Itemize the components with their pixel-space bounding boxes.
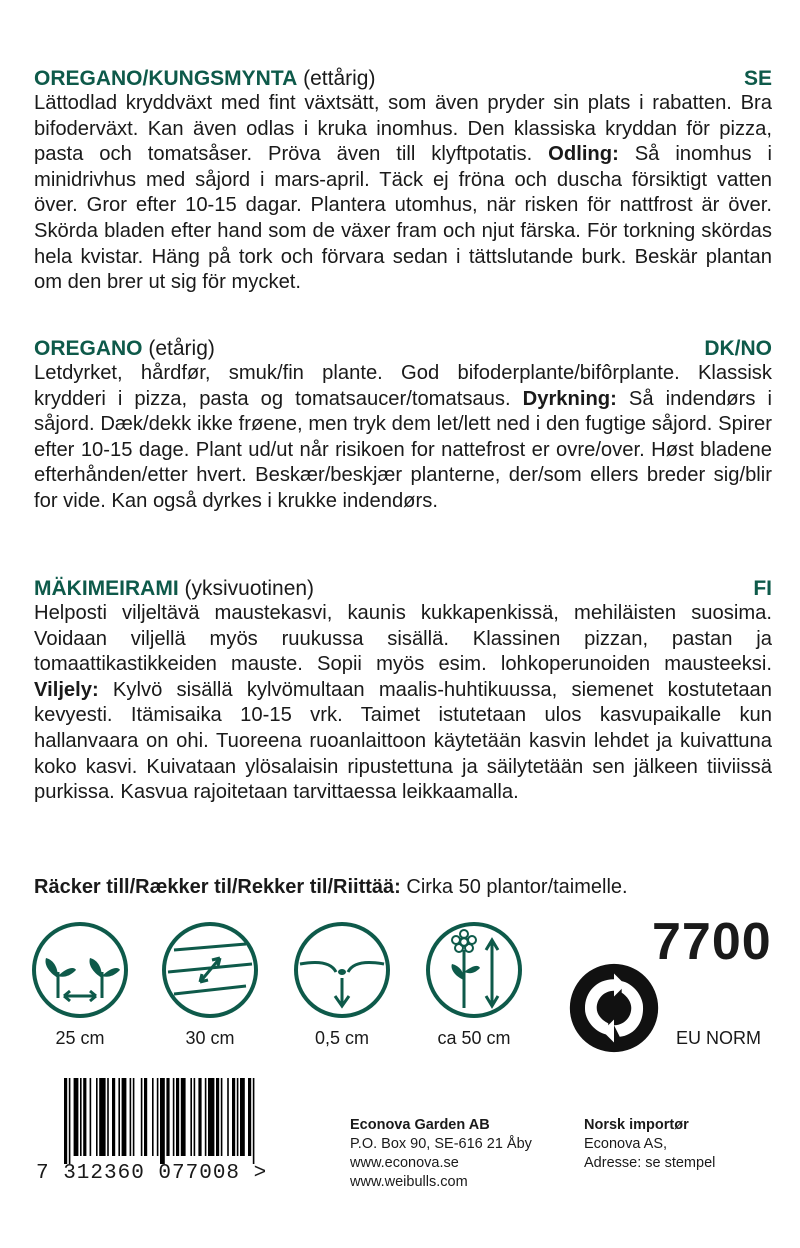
barcode-bar: [83, 1078, 86, 1156]
barcode-bar: [80, 1078, 82, 1156]
section-header: [34, 336, 772, 361]
green-dot-icon: [566, 960, 662, 1056]
barcode-bar: [240, 1078, 245, 1156]
barcode-bar: [198, 1078, 201, 1156]
importer-line: Econova AS,: [584, 1136, 668, 1152]
section-keyword: Viljely:: [34, 678, 99, 701]
barcode-bar: [130, 1078, 132, 1156]
plant-height-label: ca 50 cm: [437, 1028, 511, 1048]
section-title: MÄKIMEIRAMI: [34, 577, 179, 600]
barcode-bar: [107, 1078, 109, 1156]
barcode-bar: [248, 1078, 251, 1156]
company-website[interactable]: www.econova.se: [350, 1155, 459, 1171]
barcode-bar: [160, 1078, 165, 1164]
section-subtitle: (etårig): [148, 337, 215, 360]
barcode-number: 7 312360 077008 >: [36, 1162, 268, 1185]
barcode-bar: [133, 1078, 135, 1156]
yield-value: Cirka 50 plantor/taimelle.: [400, 876, 628, 898]
row-spacing-icon: [160, 920, 260, 1020]
company-website[interactable]: www.weibulls.com: [350, 1174, 468, 1190]
barcode-bar: [166, 1078, 169, 1156]
barcode-bar: [90, 1078, 92, 1156]
section-header: [34, 66, 772, 91]
section-keyword: Dyrkning:: [522, 387, 617, 410]
yield-label: Räcker till/Rækker til/Rekker til/Riittää:: [34, 876, 401, 898]
barcode-bar: [208, 1078, 214, 1156]
barcode-bar: [232, 1078, 235, 1156]
barcode-bar: [227, 1078, 229, 1156]
barcode-bar: [176, 1078, 179, 1156]
barcode-bar: [157, 1078, 159, 1156]
section-header: [34, 576, 772, 601]
yield-line: [34, 876, 628, 899]
barcode-bar: [216, 1078, 219, 1156]
plant-height-icon: [424, 920, 524, 1020]
barcode-bar: [118, 1078, 120, 1156]
barcode-bar: [141, 1078, 143, 1156]
barcode-bar: [64, 1078, 67, 1164]
section-subtitle: (yksivuotinen): [184, 577, 315, 600]
section-body: Lättodlad kryddväxt med fint växtsätt, som även pryder sin plats i rabatten. Bra bifoderväxt. Kan även odlas i kruka inomhus. Den klassiska kryddan för pizza, pasta och tomatsåser. Pröva även till klyftpotatis. Odling: Så inomhus i minidrivhus med såjord i mars-april. Täck ej fröna och duscha försiktigt vatten över. Gror efter 10-15 dagar. Plantera utomhus, när risken för nattfrost är över. Skörda bladen efter hand som de växer fram och njut färska. För torkning skördas hela kvistar. Häng på tork och förvara sedan i tättslutande burk. Beskär plantan om den brer ut sig för mycket.: [34, 92, 773, 294]
barcode-bar: [221, 1078, 223, 1156]
barcode-bar: [194, 1078, 196, 1156]
language-code: DK/NO: [704, 337, 772, 360]
product-code: 7700: [652, 913, 772, 971]
language-code: SE: [743, 67, 772, 90]
section-fi: [34, 576, 772, 806]
barcode-bar: [112, 1078, 115, 1156]
importer-line: Adresse: se stempel: [584, 1155, 716, 1171]
section-keyword: Odling:: [548, 143, 619, 166]
barcode-bar: [173, 1078, 175, 1156]
barcode-bar: [69, 1078, 71, 1164]
barcode-bar: [237, 1078, 239, 1156]
row-spacing-label: 30 cm: [185, 1028, 235, 1048]
barcode-bar: [144, 1078, 147, 1156]
plant-spacing-icon: [30, 920, 130, 1020]
barcode-bar: [253, 1078, 255, 1164]
company-name: Econova Garden AB: [350, 1117, 490, 1133]
importer-title: Norsk importør: [584, 1117, 689, 1133]
barcode-bar: [122, 1078, 127, 1156]
barcode-bar: [74, 1078, 79, 1156]
section-subtitle: (ettårig): [303, 67, 376, 90]
barcode-bar: [152, 1078, 154, 1156]
section-title: OREGANO: [34, 337, 143, 360]
barcode-bar: [99, 1078, 105, 1156]
section-title: OREGANO/KUNGSMYNTA: [34, 67, 298, 90]
section-se: [34, 66, 772, 296]
barcode-bar: [181, 1078, 186, 1156]
barcode-bar: [205, 1078, 207, 1156]
company-address: [350, 1116, 532, 1192]
importer-address: [584, 1116, 715, 1173]
barcode: [62, 1078, 298, 1164]
barcode-bar: [190, 1078, 192, 1156]
sowing-depth-label: 0,5 cm: [314, 1028, 370, 1048]
plant-spacing-label: 25 cm: [55, 1028, 105, 1048]
language-code: FI: [753, 577, 772, 600]
barcode-bar: [96, 1078, 98, 1156]
eu-norm-label: EU NORM: [676, 1028, 761, 1048]
section-body: Letdyrket, hårdfør, smuk/fin plante. God bifoderplante/bifôrplante. Klassisk krydderi i pizza, pasta og tomatsaucer/tomatsaus. Dyrkning: Så indendørs i såjord. Dæk/dekk ikke frøene, men tryk dem let/lett ned i den fugtige såjord. Spirer efter 10-15 dage. Plant ud/ut når risikoen for nattefrost er ovre/over. Høst bladene efterhånden/etter hvert. Beskær/beskjær planterne, der/som ellers breder sig/blir for vide. Kan også dyrkes i krukke indendørs.: [34, 362, 772, 512]
sowing-depth-icon: [292, 920, 392, 1020]
company-line: P.O. Box 90, SE-616 21 Åby: [350, 1136, 532, 1152]
section-body: Helposti viljeltävä maustekasvi, kaunis kukkapenkissä, mehiläisten suosima. Voidaan viljellä myös ruukussa sisällä. Klassinen pizzan, pastan ja tomaattikastikkeiden mauste. Sopii myös esim. lohkoperunoiden mausteeksi. Viljely: Kylvö sisällä kylvömultaan maalis-huhtikuussa, siemenet kostutetaan kevyesti. Itämisaika 10-15 vrk. Taimet istutetaan ulos kasvupaikalle kun hallanvaara on ohi. Tuoreena ruoanlaittoon käytetään kasvin lehdet ja kuivattuna koko kasvi. Kuivataan ylösalaisin ripustettuna ja säilytetään sen jälkeen tiiviissä purkissa. Kasvua rajoitetaan tarvittaessa leikkaamalla.: [34, 602, 772, 804]
section-dk-no: [34, 336, 772, 515]
